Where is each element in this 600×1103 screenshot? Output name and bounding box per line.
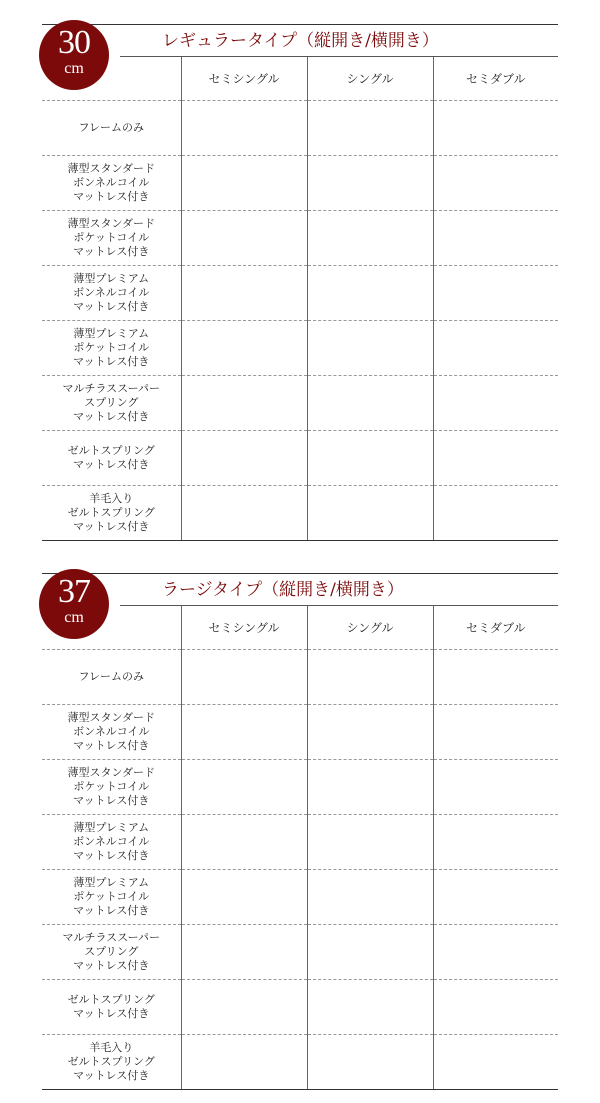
table-cell [307,760,433,815]
table-row [42,321,558,376]
table-cell [433,321,558,376]
table-cell [433,650,558,705]
table-cell [307,431,433,486]
table-cell [181,266,307,321]
badge-unit: cm [64,60,84,77]
table-cell [433,211,558,266]
row-label: マルチラススーパー スプリング マットレス付き [42,925,181,980]
table-cell [181,156,307,211]
table-row [42,156,558,211]
section-title: レギュラータイプ（縦開き/横開き） [162,31,439,51]
table-cell [433,1035,558,1090]
table-cell [181,650,307,705]
table-row [42,266,558,321]
table-cell [307,211,433,266]
table-cell [181,1035,307,1090]
row-label: ゼルトスプリング マットレス付き [42,980,181,1035]
table-row [42,211,558,266]
table-row [42,705,558,760]
col-header-semi-single: セミシングル [181,57,307,101]
row-label: フレームのみ [78,121,145,134]
row-label: 薄型プレミアム ボンネルコイル マットレス付き [42,266,181,321]
table-cell [181,101,307,156]
table-row [42,870,558,925]
section-title: ラージタイプ（縦開き/横開き） [162,580,404,600]
table-cell [433,925,558,980]
table-row [42,925,558,980]
table-cell [433,980,558,1035]
table-cell [433,815,558,870]
table-cell [433,870,558,925]
row-label: 薄型スタンダード ボンネルコイル マットレス付き [42,705,181,760]
table-row [42,760,558,815]
table-cell [307,101,433,156]
section-30cm [42,24,558,544]
size-table [42,606,558,1090]
height-badge [39,569,109,639]
table-cell [181,321,307,376]
table-cell [181,705,307,760]
table-cell [181,376,307,431]
table-cell [307,980,433,1035]
row-label: 薄型スタンダード ポケットコイル マットレス付き [42,211,181,266]
row-label: 薄型スタンダード ボンネルコイル マットレス付き [42,156,181,211]
table-cell [433,266,558,321]
table-row [42,980,558,1035]
table-cell [307,650,433,705]
badge-number: 30 [58,24,90,61]
table-cell [181,870,307,925]
table-cell [307,156,433,211]
col-header-semi-double: セミダブル [433,606,558,650]
table-row [42,650,558,705]
header-row [42,57,558,101]
table-cell [433,760,558,815]
header-row [42,606,558,650]
table-cell [307,266,433,321]
row-label: 薄型プレミアム ポケットコイル マットレス付き [42,321,181,376]
row-label: フレームのみ [78,670,145,683]
table-cell [181,760,307,815]
table-row [42,815,558,870]
row-label: 薄型スタンダード ポケットコイル マットレス付き [42,760,181,815]
section-37cm [42,573,558,1093]
table-cell [181,431,307,486]
table-cell [433,376,558,431]
table-row [42,1035,558,1090]
section-top-rule [42,573,558,574]
table-row [42,101,558,156]
row-label: 薄型プレミアム ポケットコイル マットレス付き [42,870,181,925]
col-header-single: シングル [307,57,433,101]
col-header-single: シングル [307,606,433,650]
row-label: ゼルトスプリング マットレス付き [42,431,181,486]
table-row [42,431,558,486]
row-label: マルチラススーパー スプリング マットレス付き [42,376,181,431]
table-cell [433,486,558,541]
badge-number: 37 [58,573,90,610]
table-row [42,486,558,541]
row-label: 薄型プレミアム ボンネルコイル マットレス付き [42,815,181,870]
section-top-rule [42,24,558,25]
table-cell [181,486,307,541]
table-cell [307,705,433,760]
row-label: 羊毛入り ゼルトスプリング マットレス付き [42,1035,181,1090]
table-cell [433,156,558,211]
table-cell [181,980,307,1035]
col-header-semi-double: セミダブル [433,57,558,101]
table-cell [181,211,307,266]
size-table [42,57,558,541]
height-badge [39,20,109,90]
table-cell [181,815,307,870]
table-cell [307,486,433,541]
table-cell [307,1035,433,1090]
table-cell [307,376,433,431]
col-header-semi-single: セミシングル [181,606,307,650]
row-label: 羊毛入り ゼルトスプリング マットレス付き [42,486,181,541]
table-cell [433,705,558,760]
table-cell [433,101,558,156]
table-cell [307,815,433,870]
table-row [42,376,558,431]
table-cell [307,925,433,980]
table-cell [181,925,307,980]
badge-unit: cm [64,609,84,626]
table-cell [307,321,433,376]
table-cell [433,431,558,486]
table-cell [307,870,433,925]
